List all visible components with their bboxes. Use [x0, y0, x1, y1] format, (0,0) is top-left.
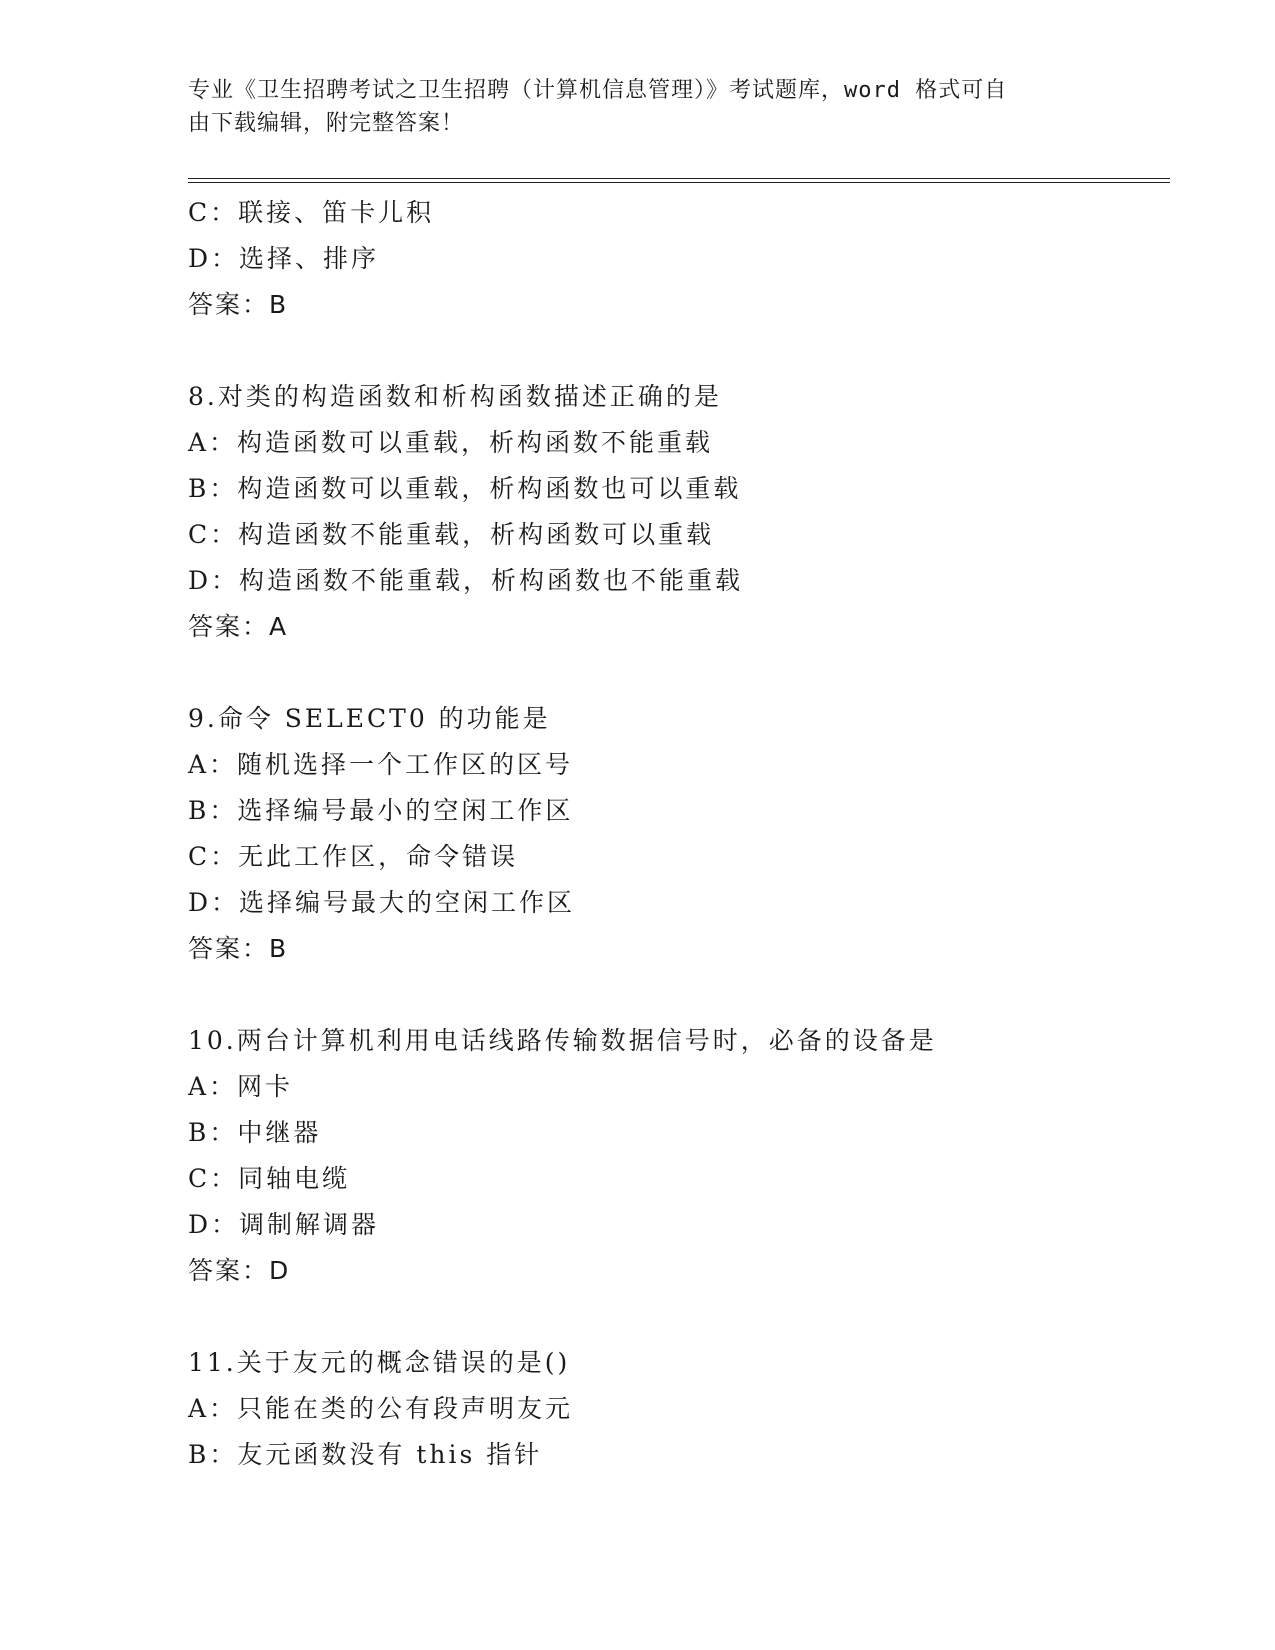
question-stem: 9.命令 SELECT0 的功能是: [188, 704, 551, 733]
question-11: [188, 1340, 1168, 1478]
option-c: C：无此工作区，命令错误: [188, 842, 519, 871]
option-d: D：调制解调器: [188, 1210, 380, 1239]
answer-line: 答案：A: [188, 612, 289, 641]
header-line-2: 由下载编辑，附完整答案！: [188, 111, 465, 136]
answer-line: 答案：B: [188, 934, 289, 963]
question-8: [188, 374, 1168, 650]
question-list: [188, 190, 1168, 1478]
option-a: A：构造函数可以重载，析构函数不能重载: [188, 428, 714, 457]
page-header: [188, 74, 1068, 140]
option-d: D：构造函数不能重载，析构函数也不能重载: [188, 566, 744, 595]
question-10: [188, 1018, 1168, 1294]
carryover-question: [188, 190, 1168, 328]
option-c: C：同轴电缆: [188, 1164, 351, 1193]
answer-line: 答案：B: [188, 290, 289, 319]
answer-line: 答案：D: [188, 1256, 291, 1285]
option-b: B：构造函数可以重载，析构函数也可以重载: [188, 474, 742, 503]
question-stem: 11.关于友元的概念错误的是(): [188, 1348, 571, 1377]
header-line-1: 专业《卫生招聘考试之卫生招聘（计算机信息管理）》考试题库，word 格式可自: [188, 78, 1008, 103]
question-stem: 10.两台计算机利用电话线路传输数据信号时，必备的设备是: [188, 1026, 937, 1055]
option-d: D：选择、排序: [188, 244, 380, 273]
option-b: B：中继器: [188, 1118, 322, 1147]
option-a: A：随机选择一个工作区的区号: [188, 750, 574, 779]
option-b: B：选择编号最小的空闲工作区: [188, 796, 574, 825]
header-divider: [188, 178, 1170, 183]
option-a: A：网卡: [188, 1072, 294, 1101]
option-b: B：友元函数没有 this 指针: [188, 1440, 543, 1469]
option-c: C：构造函数不能重载，析构函数可以重载: [188, 520, 715, 549]
option-c: C：联接、笛卡儿积: [188, 198, 435, 227]
question-stem: 8.对类的构造函数和析构函数描述正确的是: [188, 382, 722, 411]
question-9: [188, 696, 1168, 972]
option-d: D：选择编号最大的空闲工作区: [188, 888, 576, 917]
option-a: A：只能在类的公有段声明友元: [188, 1394, 574, 1423]
